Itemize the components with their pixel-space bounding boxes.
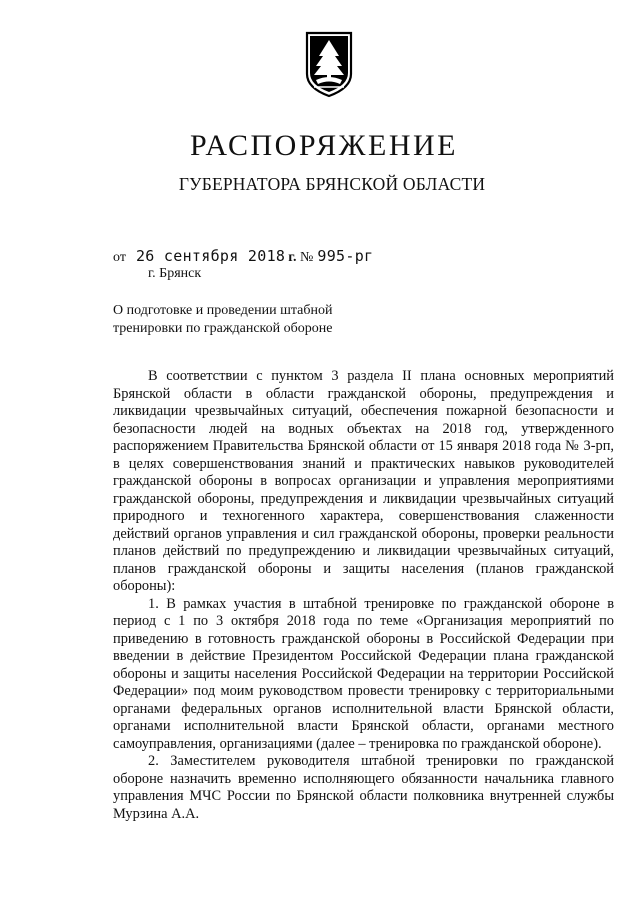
subject-line-2: тренировки по гражданской обороне — [113, 321, 333, 336]
order-number: 995-рг — [317, 247, 374, 265]
from-label: от — [113, 250, 126, 265]
order-date-line — [113, 247, 373, 266]
body-paragraph: 1. В рамках участия в штабной тренировке по гражданской обороне в период с 1 по 3 октября 2018 года по теме «Организация мероприятий по приведению в готовность гражданской обороны в Российской Федерации при введении в действие Президентом Российской Федерации плана гражданской обороны и защиты населения Российской Федерации на территории Российской Федерации» под моим руководством провести тренировку с территориальными органами федеральных органов исполнительной власти Брянской области, органами исполнительной власти Брянской области, органами местного самоуправления, организациями (далее – тренировка по гражданской обороне). — [113, 595, 614, 752]
body-paragraph: 2. Заместителем руководителя штабной тренировки по гражданской обороне назначить временно исполняющего обязанности начальника главного управления МЧС России по Брянской области полковника внутренней службы Мурзина А.А. — [113, 753, 614, 822]
subject-line-1: О подготовке и проведении штабной — [113, 303, 333, 318]
body-paragraph: В соответствии с пунктом 3 раздела II плана основных мероприятий Брянской области в области гражданской обороны, предупреждения и ликвидации чрезвычайных ситуаций, обеспечения пожарной безопасности и безопасности людей на водных объектах на 2018 год, утвержденного распоряжением Правительства Брянской области от 15 января 2018 года № 3-рп, в целях совершенствования знаний и практических навыков руководителей гражданской обороны в вопросах организации и управления мероприятиями гражданской обороны, предупреждения и ликвидации чрезвычайных ситуаций природного и техногенного характера, совершенствования слаженности действий органов управления и сил гражданской обороны, проверки реальности планов действий по предупреждению и ликвидации чрезвычайных ситуаций, планов гражданской обороны и защиты населения (планов гражданской обороны): — [113, 368, 614, 594]
coat-of-arms-icon — [304, 30, 354, 98]
document-subtitle: ГУБЕРНАТОРА БРЯНСКОЙ ОБЛАСТИ — [178, 174, 486, 194]
city: г. Брянск — [148, 266, 202, 281]
document-title: РАСПОРЯЖЕНИЕ — [189, 129, 459, 162]
number-sign: № — [300, 250, 314, 265]
order-date: 26 сентября 2018 — [135, 247, 286, 265]
year-suffix: г. — [288, 250, 297, 265]
document-body — [113, 368, 614, 823]
document-subject — [113, 302, 413, 338]
